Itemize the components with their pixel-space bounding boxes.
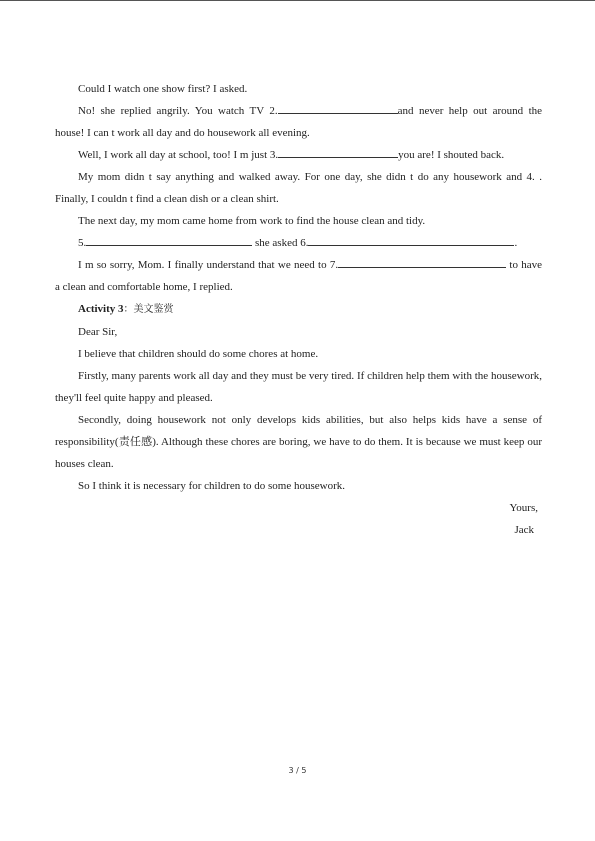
letter-paragraph-2: Firstly, many parents work all day and they must be very tired. If children help them with the housework, they'll feel quite happy and pleased. bbox=[55, 370, 542, 404]
story-paragraph-7 bbox=[55, 254, 542, 298]
story-text: you are! I shouted back. bbox=[398, 149, 505, 161]
story-text: and never help out around the house! I can t work all day and do housework all evening. bbox=[55, 105, 543, 139]
story-text: 5. bbox=[78, 237, 87, 249]
letter-paragraph-3: Secondly, doing housework not only develops kids abilities, but also helps kids have a sense of responsibility(责任感). Although these chores are boring, we have to do them. It is because we must keep our houses clean. bbox=[55, 414, 542, 470]
story-text: . bbox=[514, 237, 518, 249]
story-text: No! she replied angrily. You watch TV 2. bbox=[78, 105, 278, 117]
story-text: I m so sorry, Mom. I finally understand that we need to 7. bbox=[78, 259, 339, 271]
letter-closing: Yours, bbox=[509, 502, 538, 514]
story-paragraph-5: The next day, my mom came home from work to find the house clean and tidy. bbox=[78, 215, 426, 227]
story-text: to have a clean and comfortable home, I replied. bbox=[55, 259, 543, 293]
story-paragraph-1: Could I watch one show first? I asked. bbox=[78, 83, 248, 95]
letter-greeting: Dear Sir, bbox=[78, 326, 118, 338]
activity-colon: ： bbox=[123, 304, 134, 315]
answer-blank-2[interactable] bbox=[278, 101, 398, 114]
answer-blank-3[interactable] bbox=[278, 145, 398, 158]
letter-paragraph-4: So I think it is necessary for children to do some housework. bbox=[78, 480, 346, 492]
letter-paragraph-1: I believe that children should do some chores at home. bbox=[78, 348, 319, 360]
answer-blank-6[interactable] bbox=[308, 233, 514, 246]
activity-heading bbox=[55, 298, 542, 321]
page-number: 3 / 5 bbox=[288, 766, 307, 775]
document-body bbox=[55, 78, 542, 541]
activity-subtitle: 美文鉴赏 bbox=[133, 304, 174, 315]
story-text: she asked 6. bbox=[252, 237, 309, 249]
activity-title: Activity 3 bbox=[78, 303, 124, 315]
answer-blank-7[interactable] bbox=[338, 255, 506, 268]
story-paragraph-6 bbox=[55, 232, 542, 254]
story-text: Well, I work all day at school, too! I m just 3. bbox=[78, 149, 279, 161]
story-paragraph-3 bbox=[55, 144, 542, 166]
story-paragraph-4: My mom didn t say anything and walked away. For one day, she didn t do any housework and 4. . Finally, I couldn t find a clean dish or a clean shirt. bbox=[55, 171, 542, 205]
top-border-line bbox=[0, 0, 595, 1]
story-paragraph-2 bbox=[55, 100, 542, 144]
answer-blank-5[interactable] bbox=[86, 233, 252, 246]
letter-signature: Jack bbox=[514, 524, 534, 536]
